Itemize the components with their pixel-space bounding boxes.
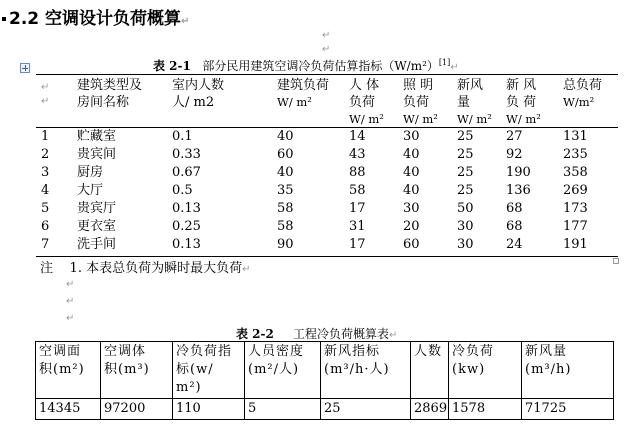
table1-cell: 58 xyxy=(277,201,294,216)
table1-header-cell: W/ m² xyxy=(349,112,384,126)
table-rule xyxy=(36,127,618,128)
table-move-handle-icon[interactable] xyxy=(20,63,30,73)
table2-header-cell xyxy=(522,342,614,399)
table2-header-text: 人员密度 xyxy=(248,344,305,359)
table2-value-cell: 5 xyxy=(245,399,321,420)
table1-cell: 68 xyxy=(506,201,523,216)
table1-note xyxy=(40,261,250,277)
table1-cell: 40 xyxy=(277,129,294,144)
table1-header-cell: W/m² xyxy=(563,95,595,109)
table1-caption-ref: [1] xyxy=(438,58,451,67)
table1-cell: 厨房 xyxy=(77,165,104,180)
table1-header-cell: 人 体 xyxy=(349,78,380,93)
table2-header-text: 人数 xyxy=(414,344,443,359)
note-label: 注 xyxy=(40,261,54,276)
table1-cell: 31 xyxy=(349,219,366,234)
table1-cell: 大厅 xyxy=(77,183,104,198)
table1-header-cell: 负荷 xyxy=(403,95,430,110)
table2-header-row xyxy=(36,342,614,399)
table2-header-text: 积(m²) xyxy=(39,362,85,377)
paragraph-mark: ↵ xyxy=(388,330,398,341)
table1-cell: 30 xyxy=(457,237,474,252)
table2-header-cell xyxy=(245,342,321,399)
table1-header-cell: 新 风 xyxy=(506,78,537,93)
table1-cell: 贵宾间 xyxy=(77,147,117,162)
table1-cell: 88 xyxy=(349,165,366,180)
table1-cell: 17 xyxy=(349,201,366,216)
table1-cell: 0.5 xyxy=(172,183,193,198)
table1-header-cell: 负 荷 xyxy=(506,95,537,110)
table1-cell: 68 xyxy=(506,219,523,234)
table1-cell: 60 xyxy=(403,237,420,252)
table1-cell: 35 xyxy=(277,183,294,198)
paragraph-mark: ↵ xyxy=(242,264,251,275)
table1-header-cell: 负荷 xyxy=(349,95,376,110)
table1-header-cell: W/ m² xyxy=(277,95,312,109)
table1-cell: 17 xyxy=(349,237,366,252)
section-heading xyxy=(2,4,189,29)
table1-header-cell: 人/ m2 xyxy=(172,95,215,110)
table2-header-cell xyxy=(36,342,101,399)
table-resize-handle-icon[interactable] xyxy=(613,258,619,264)
table-rule xyxy=(36,74,618,75)
table1-cell: 0.33 xyxy=(172,147,201,162)
table1-cell: 40 xyxy=(403,183,420,198)
table1-cell: 24 xyxy=(506,237,523,252)
table1-cell: 358 xyxy=(563,165,588,180)
table2-caption xyxy=(236,325,397,342)
table1-caption xyxy=(153,57,459,74)
table1-header-cell: 室内人数 xyxy=(172,78,225,93)
paragraph-mark: ↵ xyxy=(322,30,331,41)
table2-value-cell: 97200 xyxy=(101,399,173,420)
table1-cell: 92 xyxy=(506,147,523,162)
table1-cell: 60 xyxy=(277,147,294,162)
table1-cell: 0.13 xyxy=(172,201,201,216)
table1-cell: 27 xyxy=(506,129,523,144)
paragraph-mark: ↵ xyxy=(41,96,50,107)
cooling-load-summary-table xyxy=(35,341,614,420)
table1-header-cell: W/ m² xyxy=(506,112,541,126)
table2-header-cell xyxy=(411,342,449,399)
table1-cell: 190 xyxy=(506,165,531,180)
table1-header-cell: 照 明 xyxy=(403,78,434,93)
table1-cell: 贵宾厅 xyxy=(77,201,117,216)
table1-cell: 25 xyxy=(457,165,474,180)
table2-value-cell: 71725 xyxy=(522,399,614,420)
table1-header-cell: 房间名称 xyxy=(77,95,130,110)
table1-row-number: 3 xyxy=(41,165,50,180)
table1-cell: 40 xyxy=(277,165,294,180)
table1-cell: 0.25 xyxy=(172,219,201,234)
table1-cell: 131 xyxy=(563,129,588,144)
note-text: 1. 本表总负荷为瞬时最大负荷 xyxy=(69,261,243,276)
table2-header-cell xyxy=(173,342,245,399)
table1-cell: 40 xyxy=(403,147,420,162)
table1-cell: 25 xyxy=(457,147,474,162)
table1-caption-number: 表 2-1 xyxy=(153,59,191,73)
table1-row-number: 7 xyxy=(41,237,50,252)
table1-row-number: 1 xyxy=(41,129,50,144)
table1-header-cell: 总负荷 xyxy=(563,78,603,93)
table1-cell: 更衣室 xyxy=(77,219,117,234)
paragraph-mark: ↵ xyxy=(66,296,75,307)
table1-cell: 20 xyxy=(403,219,420,234)
table1-cell: 40 xyxy=(403,165,420,180)
table2-value-cell: 110 xyxy=(173,399,245,420)
table1-row-number: 4 xyxy=(41,183,50,198)
table1-row-number: 5 xyxy=(41,201,50,216)
table1-header-cell: W/ m² xyxy=(457,112,492,126)
table1-cell: 177 xyxy=(563,219,588,234)
table2-header-cell xyxy=(321,342,411,399)
table1-cell: 30 xyxy=(403,201,420,216)
paragraph-mark: ↵ xyxy=(450,62,459,73)
heading-bullet xyxy=(2,17,6,21)
table1-cell: 14 xyxy=(349,129,366,144)
table1-cell: 0.13 xyxy=(172,237,201,252)
paragraph-mark: ↵ xyxy=(181,16,190,27)
table2-header-text: 积(m³) xyxy=(104,362,150,377)
table2-header-cell xyxy=(449,342,522,399)
table1-cell: 235 xyxy=(563,147,588,162)
table1-header-cell: 建筑负荷 xyxy=(277,78,330,93)
table2-header-text: 新风指标 xyxy=(324,344,381,359)
table1-cell: 30 xyxy=(457,219,474,234)
table1-header-cell: 新风 xyxy=(457,78,484,93)
table1-cell: 30 xyxy=(403,129,420,144)
table1-cell: 90 xyxy=(277,237,294,252)
section-heading-text: 2.2 空调设计负荷概算 xyxy=(9,9,182,29)
table2-header-text: (m³/h) xyxy=(525,362,572,377)
table2-value-cell: 1578 xyxy=(449,399,522,420)
table2-value-row xyxy=(36,399,614,420)
table2-header-text: 冷负荷 xyxy=(452,344,495,359)
table1-row-number: 2 xyxy=(41,147,50,162)
table2-value-cell: 14345 xyxy=(36,399,101,420)
table1-cell: 洗手间 xyxy=(77,237,117,252)
table1-header-cell: 建筑类型及 xyxy=(77,78,143,93)
table1-row-number: 6 xyxy=(41,219,50,234)
table2-caption-text: 工程冷负荷概算表 xyxy=(292,327,389,341)
table1-cell: 25 xyxy=(457,129,474,144)
table2-header-text: (m²/人) xyxy=(248,362,300,377)
table2-header-text: (kw) xyxy=(452,362,486,377)
table1-cell: 0.1 xyxy=(172,129,193,144)
table1-caption-text: 部分民用建筑空调冷负荷估算指标（W/m²） xyxy=(202,59,439,73)
table2-value-cell: 2869 xyxy=(411,399,449,420)
table1-cell: 58 xyxy=(349,183,366,198)
table1-cell: 0.67 xyxy=(172,165,201,180)
table1-cell: 136 xyxy=(506,183,531,198)
table1-cell: 43 xyxy=(349,147,366,162)
table1-header-cell: 量 xyxy=(457,95,471,110)
table2-value-cell: 25 xyxy=(321,399,411,420)
table1-cell: 贮藏室 xyxy=(77,129,117,144)
table2-caption-number: 表 2-2 xyxy=(236,327,274,341)
table1-cell: 25 xyxy=(457,183,474,198)
paragraph-mark: ↵ xyxy=(66,313,75,324)
table2-header-text: 新风量 xyxy=(525,344,568,359)
table2-header-text: 空调面 xyxy=(39,344,82,359)
table1-cell: 173 xyxy=(563,201,588,216)
table1-cell: 269 xyxy=(563,183,588,198)
paragraph-mark: ↵ xyxy=(322,44,331,55)
table2-header-text: 冷负荷指 xyxy=(176,344,233,359)
paragraph-mark: ↵ xyxy=(66,279,75,290)
table1-cell: 191 xyxy=(563,237,588,252)
table2-header-text: (m³/h·人) xyxy=(324,362,390,377)
table1-cell: 58 xyxy=(277,219,294,234)
table2-header-text: 空调体 xyxy=(104,344,147,359)
table1-header-cell: W/ m² xyxy=(403,112,438,126)
paragraph-mark: ↵ xyxy=(41,82,50,93)
table2-header-cell xyxy=(101,342,173,399)
table2-header-text: 标(w/ m²) xyxy=(176,362,214,395)
table1-cell: 50 xyxy=(457,201,474,216)
table-rule xyxy=(36,256,618,257)
